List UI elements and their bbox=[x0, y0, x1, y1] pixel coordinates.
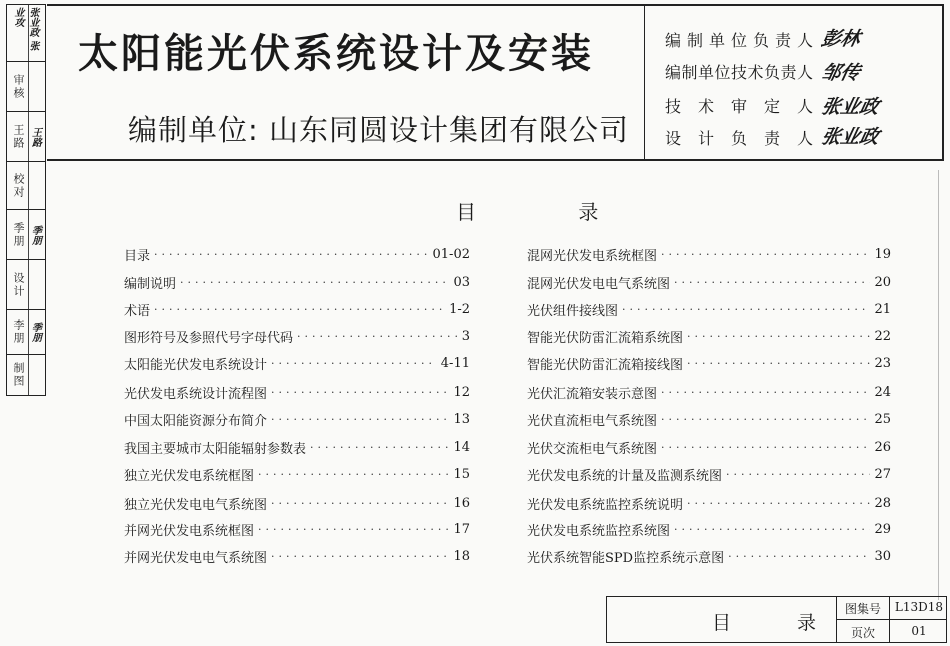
side-signature bbox=[27, 262, 43, 307]
divider bbox=[836, 619, 947, 620]
side-signature: 王路 bbox=[29, 126, 41, 147]
toc-entry[interactable] bbox=[527, 545, 891, 567]
toc-entry-page: 21 bbox=[874, 301, 891, 317]
page-value: 01 bbox=[911, 624, 927, 638]
leader-dots bbox=[271, 357, 437, 370]
toc-entry[interactable] bbox=[124, 352, 470, 374]
side-signature bbox=[27, 64, 43, 109]
side-cell bbox=[7, 112, 45, 162]
leader-dots bbox=[661, 248, 870, 261]
toc-entry-page: 13 bbox=[453, 411, 470, 427]
toc-entry[interactable] bbox=[527, 518, 891, 540]
leader-dots bbox=[674, 523, 870, 536]
leader-dots bbox=[310, 441, 449, 454]
toc-entry-page: 18 bbox=[453, 548, 470, 564]
side-cell bbox=[7, 5, 45, 62]
approval-role: 编制单位负责人 bbox=[665, 31, 813, 50]
toc-entry-label: 光伏直流柜电气系统图 bbox=[527, 413, 658, 429]
toc-entry[interactable] bbox=[124, 463, 470, 485]
side-cell bbox=[7, 62, 45, 112]
toc-entry-page: 19 bbox=[874, 246, 891, 262]
toc-entry-label: 光伏发电系统监控系统图 bbox=[527, 523, 671, 539]
toc-entry-page: 16 bbox=[453, 495, 470, 511]
side-cell bbox=[7, 355, 45, 395]
side-signature bbox=[27, 357, 43, 393]
toc-entry-label: 混网光伏发电系统框图 bbox=[527, 248, 658, 264]
leader-dots bbox=[687, 330, 870, 343]
approval-signature: 张业政 bbox=[819, 96, 882, 118]
toc-entry-label: 光伏发电系统设计流程图 bbox=[124, 386, 268, 402]
toc-entry-page: 4-11 bbox=[440, 355, 470, 371]
toc-entry-label: 术语 bbox=[124, 303, 151, 319]
side-cell bbox=[7, 210, 45, 260]
toc-entry[interactable] bbox=[527, 325, 891, 347]
footer-title: 目 录 bbox=[712, 612, 847, 634]
side-signature: 季朋 bbox=[29, 224, 41, 245]
leader-dots bbox=[271, 550, 449, 563]
toc-entry-page: 17 bbox=[453, 521, 470, 537]
leader-dots bbox=[728, 550, 870, 563]
toc-entry[interactable] bbox=[124, 271, 470, 293]
page-label: 页次 bbox=[850, 626, 875, 640]
document-title: 太阳能光伏系统设计及安装 bbox=[78, 31, 594, 77]
leader-dots bbox=[661, 386, 870, 399]
side-signature bbox=[27, 164, 43, 207]
toc-entry-label: 太阳能光伏发电系统设计 bbox=[124, 357, 268, 373]
side-label: 校对 bbox=[12, 172, 25, 199]
toc-entry[interactable] bbox=[124, 436, 470, 458]
atlas-value: L13D18 bbox=[894, 600, 944, 614]
toc-entry[interactable] bbox=[527, 381, 891, 403]
leader-dots bbox=[687, 497, 870, 510]
toc-entry-label: 智能光伏防雷汇流箱系统图 bbox=[527, 330, 684, 346]
toc-entry[interactable] bbox=[527, 463, 891, 485]
toc-entry[interactable] bbox=[527, 408, 891, 430]
toc-entry-label: 智能光伏防雷汇流箱接线图 bbox=[527, 357, 684, 373]
toc-entry-label: 图形符号及参照代号字母代码 bbox=[124, 330, 294, 346]
toc-entry-label: 光伏发电系统监控系统说明 bbox=[527, 497, 684, 513]
toc-entry[interactable] bbox=[527, 492, 891, 514]
toc-entry-page: 24 bbox=[874, 384, 891, 400]
toc-entry-label: 并网光伏发电系统框图 bbox=[124, 523, 255, 539]
leader-dots bbox=[180, 276, 449, 289]
toc-entry-label: 中国太阳能资源分布简介 bbox=[124, 413, 268, 429]
toc-entry-page: 01-02 bbox=[432, 246, 470, 262]
approval-role: 设计负责人 bbox=[665, 129, 813, 148]
approval-signature: 邹传 bbox=[819, 62, 863, 84]
side-cell bbox=[7, 310, 45, 355]
toc-entry[interactable] bbox=[124, 325, 470, 347]
leader-dots bbox=[271, 497, 449, 510]
toc-entry-label: 光伏交流柜电气系统图 bbox=[527, 441, 658, 457]
toc-entry-label: 光伏系统智能SPD监控系统示意图 bbox=[527, 550, 725, 566]
toc-entry-label: 光伏组件接线图 bbox=[527, 303, 619, 319]
toc-entry-label: 混网光伏发电电气系统图 bbox=[527, 276, 671, 292]
atlas-label: 图集号 bbox=[844, 602, 881, 616]
side-signature-panel bbox=[6, 4, 46, 396]
organization: 编制单位: 山东同圆设计集团有限公司 bbox=[128, 113, 629, 147]
toc-entry-page: 28 bbox=[874, 495, 891, 511]
approval-signature: 彭林 bbox=[819, 28, 863, 50]
toc-entry-page: 3 bbox=[461, 328, 470, 344]
leader-dots bbox=[297, 330, 458, 343]
leader-dots bbox=[661, 441, 870, 454]
approval-role: 编制单位技术负责人 bbox=[665, 63, 813, 82]
leader-dots bbox=[674, 276, 870, 289]
toc-entry-label: 我国主要城市太阳能辐射参数表 bbox=[124, 441, 307, 457]
toc-entry-label: 独立光伏发电电气系统图 bbox=[124, 497, 268, 513]
toc-entry-page: 15 bbox=[453, 466, 470, 482]
toc-entry-page: 03 bbox=[453, 274, 470, 290]
toc-entry-label: 光伏发电系统的计量及监测系统图 bbox=[527, 468, 723, 484]
side-label: 王路 bbox=[12, 123, 25, 150]
toc-entry[interactable] bbox=[527, 271, 891, 293]
side-label: 李朋 bbox=[12, 319, 25, 345]
toc-entry-page: 23 bbox=[874, 355, 891, 371]
toc-entry[interactable] bbox=[527, 243, 891, 265]
side-cell bbox=[7, 162, 45, 210]
leader-dots bbox=[258, 468, 449, 481]
approval-role: 技术审定人 bbox=[665, 97, 813, 116]
leader-dots bbox=[726, 468, 870, 481]
leader-dots bbox=[271, 386, 449, 399]
toc-entry[interactable] bbox=[527, 352, 891, 374]
toc-entry[interactable] bbox=[527, 436, 891, 458]
side-label: 设计 bbox=[12, 271, 25, 298]
side-label: 审核 bbox=[12, 73, 25, 100]
header-divider bbox=[644, 4, 645, 161]
toc-entry-page: 26 bbox=[874, 439, 891, 455]
side-signature: 季朋 bbox=[29, 322, 41, 342]
toc-entry-label: 并网光伏发电电气系统图 bbox=[124, 550, 268, 566]
toc-title: 目 录 bbox=[456, 200, 647, 224]
leader-dots bbox=[661, 413, 870, 426]
toc-entry-page: 14 bbox=[453, 439, 470, 455]
approval-signature: 张业政 bbox=[819, 126, 882, 148]
toc-entry-page: 22 bbox=[874, 328, 891, 344]
toc-entry[interactable] bbox=[124, 381, 470, 403]
leader-dots bbox=[687, 357, 870, 370]
side-cell bbox=[7, 260, 45, 310]
toc-entry[interactable] bbox=[124, 298, 470, 320]
toc-entry[interactable] bbox=[124, 408, 470, 430]
leader-dots bbox=[622, 303, 870, 316]
toc-entry-label: 独立光伏发电系统框图 bbox=[124, 468, 255, 484]
leader-dots bbox=[154, 303, 445, 316]
toc-entry-page: 30 bbox=[874, 548, 891, 564]
toc-entry[interactable] bbox=[124, 243, 470, 265]
toc-entry-page: 27 bbox=[874, 466, 891, 482]
toc-entry-page: 1-2 bbox=[449, 301, 470, 317]
toc-entry-label: 光伏汇流箱安装示意图 bbox=[527, 386, 658, 402]
toc-entry[interactable] bbox=[124, 518, 470, 540]
leader-dots bbox=[154, 248, 429, 261]
toc-entry[interactable] bbox=[527, 298, 891, 320]
toc-entry[interactable] bbox=[124, 492, 470, 514]
toc-entry-page: 25 bbox=[874, 411, 891, 427]
toc-entry[interactable] bbox=[124, 545, 470, 567]
side-label: 制图 bbox=[12, 362, 25, 388]
toc-entry-page: 20 bbox=[874, 274, 891, 290]
side-label: 季朋 bbox=[12, 221, 25, 248]
side-signature: 张业政 张业攻 bbox=[12, 7, 38, 51]
toc-entry-label: 编制说明 bbox=[124, 276, 177, 292]
toc-entry-page: 12 bbox=[453, 384, 470, 400]
leader-dots bbox=[258, 523, 449, 536]
faint-margin-line bbox=[938, 170, 939, 600]
toc-entry-label: 目录 bbox=[124, 248, 151, 264]
toc-entry-page: 29 bbox=[874, 521, 891, 537]
leader-dots bbox=[271, 413, 449, 426]
